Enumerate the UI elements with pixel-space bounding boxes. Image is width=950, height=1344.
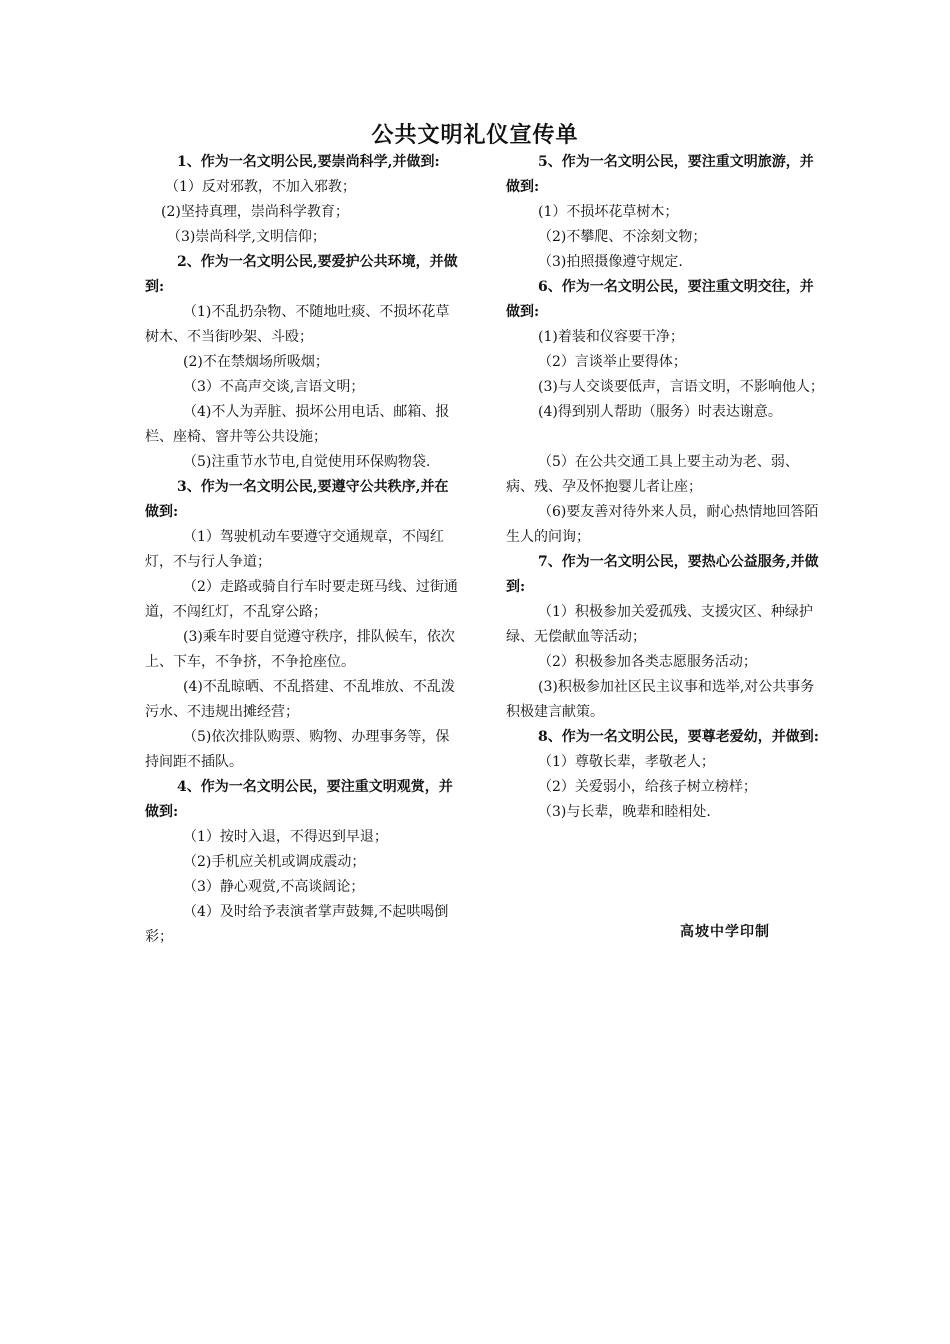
left-column <box>145 150 460 950</box>
list-item: （2)不攀爬、不涂刻文物； <box>538 229 707 245</box>
list-item: （2)手机应关机或调成震动； <box>183 854 366 870</box>
list-item: （1)不乱扔杂物、不随地吐痰、不损坏花草树木、不当街吵架、斗殴； <box>145 304 450 345</box>
list-item: (3)与人交谈要低声，言语文明，不影响他人； <box>538 379 824 395</box>
section-8 <box>506 725 826 825</box>
section-6 <box>506 275 826 550</box>
section-2 <box>145 250 460 475</box>
list-item: (3)积极参加社区民主议事和选举,对公共事务积极建言献策。 <box>506 679 815 720</box>
list-item: （3）静心观赏,不高谈阔论； <box>183 879 365 895</box>
section-heading: 6、作为一名文明公民，要注重文明交往，并做到: <box>506 279 814 320</box>
list-item: (1)着装和仪容要干净； <box>538 329 684 345</box>
list-item: （4)不人为弄脏、损坏公用电话、邮箱、报栏、座椅、窨井等公共设施； <box>145 404 450 445</box>
list-item: （5)依次排队购票、购物、办理事务等，保持间距不插队。 <box>145 729 450 770</box>
list-item: （3)崇尚科学,文明信仰； <box>167 229 326 245</box>
list-item: (4)得到别人帮助（服务）时表达谢意。 <box>538 404 782 420</box>
list-item: （3)与长辈，晚辈和睦相处. <box>538 804 711 820</box>
section-1 <box>145 150 460 250</box>
list-item: （5）在公共交通工具上要主动为老、弱、病、残、孕及怀抱婴儿者让座； <box>506 454 799 495</box>
list-item: （1）积极参加关爱孤残、支援灾区、种绿护绿、无偿献血等活动； <box>506 604 813 645</box>
list-item: (4)不乱晾晒、不乱搭建、不乱堆放、不乱泼污水、不违规出摊经营； <box>145 679 455 720</box>
section-heading: 3、作为一名文明公民,要遵守公共秩序,并在做到: <box>145 479 449 520</box>
list-item: （5)注重节水节电,自觉使用环保购物袋. <box>183 454 431 470</box>
section-7 <box>506 550 826 725</box>
list-item: (2)坚持真理，崇尚科学教育； <box>161 204 349 220</box>
list-item: （2）走路或骑自行车时要走斑马线、过街通道，不闯红灯，不乱穿公路； <box>145 579 458 620</box>
section-heading: 4、作为一名文明公民，要注重文明观赏，并做到: <box>145 779 453 820</box>
section-heading: 8、作为一名文明公民，要尊老爱幼，并做到: <box>538 729 819 745</box>
section-heading: 7、作为一名文明公民，要热心公益服务,并做到: <box>506 554 819 595</box>
section-4 <box>145 775 460 950</box>
list-item: （1）反对邪教，不加入邪教； <box>165 179 356 195</box>
list-item: （2）积极参加各类志愿服务活动； <box>538 654 757 670</box>
list-item: （1）按时入退，不得迟到早退； <box>183 829 388 845</box>
page-title: 公共文明礼仪宣传单 <box>371 122 579 148</box>
list-item: （4）及时给予表演者掌声鼓舞,不起哄喝倒彩； <box>145 904 449 945</box>
list-item: (2)不在禁烟场所吸烟； <box>183 354 329 370</box>
list-item: （3)拍照摄像遵守规定. <box>538 254 683 270</box>
list-item: （1）尊敬长辈，孝敬老人； <box>538 754 715 770</box>
section-heading: 2、作为一名文明公民,要爱护公共环境，并做到: <box>145 254 458 295</box>
list-item: （3）不高声交谈,言语文明； <box>183 379 365 395</box>
list-item: （6)要友善对待外来人员，耐心热情地回答陌生人的问询； <box>506 504 819 545</box>
list-item: (1）不损坏花草树木； <box>538 204 679 220</box>
blank-line <box>506 425 826 450</box>
section-heading: 5、作为一名文明公民，要注重文明旅游，并做到: <box>506 154 814 195</box>
list-item: (3)乘车时要自觉遵守秩序，排队候车，依次上、下车，不争挤，不争抢座位。 <box>145 629 455 670</box>
section-5 <box>506 150 826 275</box>
right-column <box>506 150 826 825</box>
list-item: （1）驾驶机动车要遵守交通规章，不闯红灯，不与行人争道； <box>145 529 444 570</box>
list-item: （2）关爱弱小，给孩子树立榜样； <box>538 779 757 795</box>
section-3 <box>145 475 460 775</box>
printer-credit: 高坡中学印制 <box>680 924 770 940</box>
list-item: （2）言谈举止要得体； <box>538 354 687 370</box>
section-heading: 1、作为一名文明公民,要崇尚科学,并做到: <box>177 154 440 170</box>
